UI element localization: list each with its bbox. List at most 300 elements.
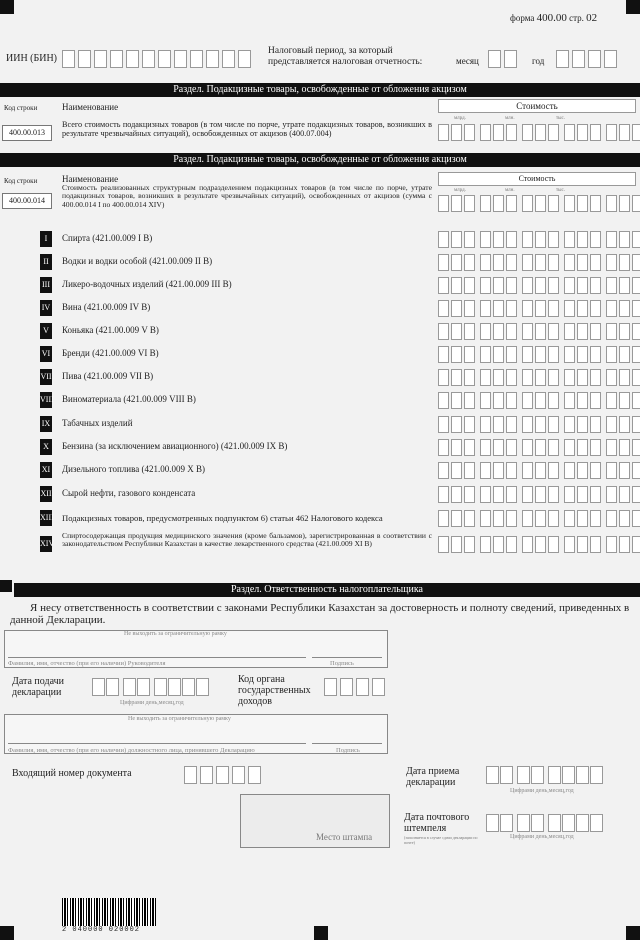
authority-digit-cell[interactable] [340, 678, 353, 696]
item-value-input[interactable] [438, 323, 640, 340]
value-digit-cell[interactable] [632, 439, 640, 456]
value-digit-cell[interactable] [451, 510, 462, 527]
value-digit-cell[interactable] [451, 346, 462, 363]
value-digit-cell[interactable] [577, 300, 588, 317]
value-digit-cell[interactable] [506, 277, 517, 294]
value-digit-cell[interactable] [590, 462, 601, 479]
value-digit-cell[interactable] [590, 124, 601, 141]
value-digit-cell[interactable] [522, 195, 533, 212]
value-digit-cell[interactable] [606, 392, 617, 409]
value-digit-cell[interactable] [548, 510, 559, 527]
value-digit-cell[interactable] [590, 195, 601, 212]
iin-digit-cell[interactable] [190, 50, 203, 68]
value-digit-cell[interactable] [480, 439, 491, 456]
date-digit-cell[interactable] [500, 766, 513, 784]
value-digit-cell[interactable] [464, 462, 475, 479]
value-digit-cell[interactable] [619, 369, 630, 386]
value-digit-cell[interactable] [535, 323, 546, 340]
item-value-input[interactable] [438, 510, 640, 527]
value-digit-cell[interactable] [577, 439, 588, 456]
value-digit-cell[interactable] [577, 392, 588, 409]
receipt-date-input[interactable] [486, 766, 604, 784]
value-digit-cell[interactable] [506, 369, 517, 386]
value-digit-cell[interactable] [506, 392, 517, 409]
value-digit-cell[interactable] [619, 124, 630, 141]
date-digit-cell[interactable] [548, 766, 561, 784]
value-digit-cell[interactable] [548, 124, 559, 141]
value-digit-cell[interactable] [506, 300, 517, 317]
value-digit-cell[interactable] [451, 254, 462, 271]
item-value-input[interactable] [438, 486, 640, 503]
date-digit-cell[interactable] [500, 814, 513, 832]
value-digit-cell[interactable] [535, 277, 546, 294]
value-digit-cell[interactable] [548, 300, 559, 317]
value-digit-cell[interactable] [606, 195, 617, 212]
value-digit-cell[interactable] [438, 369, 449, 386]
date-digit-cell[interactable] [548, 814, 561, 832]
value-digit-cell[interactable] [564, 231, 575, 248]
value-digit-cell[interactable] [564, 277, 575, 294]
value-digit-cell[interactable] [493, 254, 504, 271]
value-digit-cell[interactable] [522, 231, 533, 248]
month-input[interactable] [488, 50, 520, 68]
iin-digit-cell[interactable] [94, 50, 107, 68]
iin-digit-cell[interactable] [78, 50, 91, 68]
value-digit-cell[interactable] [464, 439, 475, 456]
value-digit-cell[interactable] [577, 277, 588, 294]
value-digit-cell[interactable] [506, 346, 517, 363]
value-digit-cell[interactable] [451, 392, 462, 409]
value-digit-cell[interactable] [464, 510, 475, 527]
value-digit-cell[interactable] [506, 124, 517, 141]
value-digit-cell[interactable] [480, 462, 491, 479]
value-digit-cell[interactable] [464, 277, 475, 294]
iin-digit-cell[interactable] [206, 50, 219, 68]
value-digit-cell[interactable] [577, 462, 588, 479]
value-digit-cell[interactable] [480, 124, 491, 141]
value-digit-cell[interactable] [606, 323, 617, 340]
value-digit-cell[interactable] [535, 124, 546, 141]
value-digit-cell[interactable] [548, 392, 559, 409]
value-digit-cell[interactable] [451, 416, 462, 433]
value-digit-cell[interactable] [464, 323, 475, 340]
iin-digit-cell[interactable] [222, 50, 235, 68]
value-digit-cell[interactable] [632, 510, 640, 527]
value-digit-cell[interactable] [506, 462, 517, 479]
date-digit-cell[interactable] [531, 766, 544, 784]
value-digit-cell[interactable] [493, 392, 504, 409]
value-digit-cell[interactable] [451, 231, 462, 248]
value-digit-cell[interactable] [564, 462, 575, 479]
value-digit-cell[interactable] [480, 277, 491, 294]
item-value-input[interactable] [438, 231, 640, 248]
value-digit-cell[interactable] [548, 369, 559, 386]
item-value-input[interactable] [438, 300, 640, 317]
value-digit-cell[interactable] [590, 486, 601, 503]
value-digit-cell[interactable] [522, 369, 533, 386]
year-digit-cell[interactable] [556, 50, 569, 68]
value-digit-cell[interactable] [480, 369, 491, 386]
value-digit-cell[interactable] [506, 536, 517, 553]
value-digit-cell[interactable] [619, 300, 630, 317]
value-digit-cell[interactable] [590, 323, 601, 340]
value-digit-cell[interactable] [606, 416, 617, 433]
value-digit-cell[interactable] [564, 416, 575, 433]
value-digit-cell[interactable] [548, 486, 559, 503]
value-digit-cell[interactable] [590, 510, 601, 527]
value-digit-cell[interactable] [464, 300, 475, 317]
value-digit-cell[interactable] [590, 277, 601, 294]
value-digit-cell[interactable] [493, 195, 504, 212]
value-digit-cell[interactable] [606, 300, 617, 317]
value-digit-cell[interactable] [480, 231, 491, 248]
value-digit-cell[interactable] [480, 416, 491, 433]
value-digit-cell[interactable] [535, 439, 546, 456]
value-digit-cell[interactable] [464, 346, 475, 363]
value-digit-cell[interactable] [438, 323, 449, 340]
value-digit-cell[interactable] [548, 277, 559, 294]
value-digit-cell[interactable] [535, 462, 546, 479]
incoming-number-input[interactable] [184, 766, 264, 784]
value-digit-cell[interactable] [577, 195, 588, 212]
value-digit-cell[interactable] [506, 439, 517, 456]
item-value-input[interactable] [438, 462, 640, 479]
authority-digit-cell[interactable] [324, 678, 337, 696]
section2-value-input[interactable] [438, 195, 640, 212]
value-digit-cell[interactable] [438, 416, 449, 433]
value-digit-cell[interactable] [632, 416, 640, 433]
authority-digit-cell[interactable] [356, 678, 369, 696]
value-digit-cell[interactable] [522, 392, 533, 409]
value-digit-cell[interactable] [464, 195, 475, 212]
date-digit-cell[interactable] [168, 678, 181, 696]
value-digit-cell[interactable] [577, 124, 588, 141]
value-digit-cell[interactable] [606, 510, 617, 527]
date-digit-cell[interactable] [531, 814, 544, 832]
date-digit-cell[interactable] [486, 814, 499, 832]
value-digit-cell[interactable] [480, 346, 491, 363]
value-digit-cell[interactable] [522, 300, 533, 317]
date-digit-cell[interactable] [562, 814, 575, 832]
value-digit-cell[interactable] [522, 536, 533, 553]
value-digit-cell[interactable] [619, 439, 630, 456]
value-digit-cell[interactable] [493, 323, 504, 340]
value-digit-cell[interactable] [522, 439, 533, 456]
value-digit-cell[interactable] [632, 277, 640, 294]
value-digit-cell[interactable] [606, 254, 617, 271]
value-digit-cell[interactable] [606, 486, 617, 503]
value-digit-cell[interactable] [564, 439, 575, 456]
item-value-input[interactable] [438, 346, 640, 363]
value-digit-cell[interactable] [548, 195, 559, 212]
value-digit-cell[interactable] [438, 510, 449, 527]
date-digit-cell[interactable] [576, 766, 589, 784]
value-digit-cell[interactable] [464, 416, 475, 433]
value-digit-cell[interactable] [506, 195, 517, 212]
value-digit-cell[interactable] [522, 277, 533, 294]
value-digit-cell[interactable] [506, 323, 517, 340]
value-digit-cell[interactable] [464, 231, 475, 248]
value-digit-cell[interactable] [632, 323, 640, 340]
value-digit-cell[interactable] [438, 300, 449, 317]
iin-digit-cell[interactable] [238, 50, 251, 68]
value-digit-cell[interactable] [535, 231, 546, 248]
value-digit-cell[interactable] [438, 124, 449, 141]
value-digit-cell[interactable] [564, 392, 575, 409]
year-digit-cell[interactable] [588, 50, 601, 68]
value-digit-cell[interactable] [564, 300, 575, 317]
value-digit-cell[interactable] [590, 439, 601, 456]
value-digit-cell[interactable] [632, 195, 640, 212]
value-digit-cell[interactable] [522, 346, 533, 363]
value-digit-cell[interactable] [535, 392, 546, 409]
value-digit-cell[interactable] [632, 254, 640, 271]
date-digit-cell[interactable] [196, 678, 209, 696]
value-digit-cell[interactable] [535, 300, 546, 317]
value-digit-cell[interactable] [548, 231, 559, 248]
value-digit-cell[interactable] [493, 486, 504, 503]
value-digit-cell[interactable] [577, 536, 588, 553]
item-value-input[interactable] [438, 392, 640, 409]
date-digit-cell[interactable] [590, 766, 603, 784]
value-digit-cell[interactable] [619, 392, 630, 409]
value-digit-cell[interactable] [493, 277, 504, 294]
value-digit-cell[interactable] [564, 346, 575, 363]
value-digit-cell[interactable] [493, 462, 504, 479]
date-digit-cell[interactable] [92, 678, 105, 696]
value-digit-cell[interactable] [451, 439, 462, 456]
value-digit-cell[interactable] [522, 462, 533, 479]
value-digit-cell[interactable] [632, 124, 640, 141]
value-digit-cell[interactable] [451, 195, 462, 212]
value-digit-cell[interactable] [438, 195, 449, 212]
item-value-input[interactable] [438, 277, 640, 294]
value-digit-cell[interactable] [480, 323, 491, 340]
incoming-digit-cell[interactable] [200, 766, 213, 784]
value-digit-cell[interactable] [480, 195, 491, 212]
value-digit-cell[interactable] [535, 195, 546, 212]
value-digit-cell[interactable] [632, 536, 640, 553]
value-digit-cell[interactable] [480, 486, 491, 503]
value-digit-cell[interactable] [451, 369, 462, 386]
value-digit-cell[interactable] [577, 254, 588, 271]
value-digit-cell[interactable] [522, 510, 533, 527]
value-digit-cell[interactable] [464, 124, 475, 141]
date-digit-cell[interactable] [517, 766, 530, 784]
value-digit-cell[interactable] [577, 323, 588, 340]
value-digit-cell[interactable] [619, 254, 630, 271]
value-digit-cell[interactable] [548, 462, 559, 479]
value-digit-cell[interactable] [438, 254, 449, 271]
value-digit-cell[interactable] [606, 369, 617, 386]
item-value-input[interactable] [438, 536, 640, 553]
value-digit-cell[interactable] [535, 369, 546, 386]
value-digit-cell[interactable] [590, 369, 601, 386]
value-digit-cell[interactable] [632, 369, 640, 386]
year-digit-cell[interactable] [604, 50, 617, 68]
iin-digit-cell[interactable] [142, 50, 155, 68]
value-digit-cell[interactable] [480, 254, 491, 271]
iin-digit-cell[interactable] [62, 50, 75, 68]
value-digit-cell[interactable] [464, 536, 475, 553]
value-digit-cell[interactable] [619, 486, 630, 503]
date-digit-cell[interactable] [182, 678, 195, 696]
value-digit-cell[interactable] [451, 462, 462, 479]
value-digit-cell[interactable] [464, 392, 475, 409]
value-digit-cell[interactable] [548, 346, 559, 363]
value-digit-cell[interactable] [493, 231, 504, 248]
value-digit-cell[interactable] [619, 416, 630, 433]
incoming-digit-cell[interactable] [216, 766, 229, 784]
value-digit-cell[interactable] [606, 124, 617, 141]
date-digit-cell[interactable] [123, 678, 136, 696]
value-digit-cell[interactable] [506, 486, 517, 503]
value-digit-cell[interactable] [493, 439, 504, 456]
value-digit-cell[interactable] [606, 536, 617, 553]
value-digit-cell[interactable] [619, 323, 630, 340]
value-digit-cell[interactable] [619, 195, 630, 212]
value-digit-cell[interactable] [632, 392, 640, 409]
authority-digit-cell[interactable] [372, 678, 385, 696]
value-digit-cell[interactable] [590, 536, 601, 553]
value-digit-cell[interactable] [564, 124, 575, 141]
value-digit-cell[interactable] [522, 486, 533, 503]
incoming-digit-cell[interactable] [248, 766, 261, 784]
value-digit-cell[interactable] [577, 346, 588, 363]
value-digit-cell[interactable] [619, 510, 630, 527]
value-digit-cell[interactable] [522, 124, 533, 141]
value-digit-cell[interactable] [590, 392, 601, 409]
value-digit-cell[interactable] [632, 346, 640, 363]
value-digit-cell[interactable] [438, 536, 449, 553]
value-digit-cell[interactable] [632, 231, 640, 248]
value-digit-cell[interactable] [506, 254, 517, 271]
value-digit-cell[interactable] [535, 536, 546, 553]
value-digit-cell[interactable] [451, 300, 462, 317]
value-digit-cell[interactable] [506, 510, 517, 527]
value-digit-cell[interactable] [480, 510, 491, 527]
iin-input[interactable] [62, 50, 254, 68]
date-digit-cell[interactable] [137, 678, 150, 696]
value-digit-cell[interactable] [535, 254, 546, 271]
value-digit-cell[interactable] [619, 277, 630, 294]
value-digit-cell[interactable] [493, 300, 504, 317]
value-digit-cell[interactable] [548, 536, 559, 553]
value-digit-cell[interactable] [506, 231, 517, 248]
value-digit-cell[interactable] [548, 323, 559, 340]
value-digit-cell[interactable] [438, 439, 449, 456]
value-digit-cell[interactable] [464, 486, 475, 503]
value-digit-cell[interactable] [564, 486, 575, 503]
value-digit-cell[interactable] [564, 323, 575, 340]
value-digit-cell[interactable] [438, 231, 449, 248]
value-digit-cell[interactable] [493, 124, 504, 141]
value-digit-cell[interactable] [606, 277, 617, 294]
value-digit-cell[interactable] [577, 231, 588, 248]
year-digit-cell[interactable] [572, 50, 585, 68]
value-digit-cell[interactable] [619, 346, 630, 363]
value-digit-cell[interactable] [438, 462, 449, 479]
value-digit-cell[interactable] [606, 231, 617, 248]
value-digit-cell[interactable] [535, 510, 546, 527]
value-digit-cell[interactable] [590, 416, 601, 433]
value-digit-cell[interactable] [632, 300, 640, 317]
date-digit-cell[interactable] [106, 678, 119, 696]
value-digit-cell[interactable] [493, 346, 504, 363]
incoming-digit-cell[interactable] [184, 766, 197, 784]
value-digit-cell[interactable] [451, 486, 462, 503]
value-digit-cell[interactable] [548, 439, 559, 456]
value-digit-cell[interactable] [590, 300, 601, 317]
value-digit-cell[interactable] [493, 369, 504, 386]
year-input[interactable] [556, 50, 620, 68]
item-value-input[interactable] [438, 416, 640, 433]
value-digit-cell[interactable] [493, 416, 504, 433]
value-digit-cell[interactable] [548, 254, 559, 271]
value-digit-cell[interactable] [564, 195, 575, 212]
item-value-input[interactable] [438, 439, 640, 456]
value-digit-cell[interactable] [451, 277, 462, 294]
value-digit-cell[interactable] [577, 486, 588, 503]
value-digit-cell[interactable] [464, 254, 475, 271]
iin-digit-cell[interactable] [110, 50, 123, 68]
value-digit-cell[interactable] [619, 231, 630, 248]
value-digit-cell[interactable] [438, 277, 449, 294]
value-digit-cell[interactable] [438, 346, 449, 363]
value-digit-cell[interactable] [564, 254, 575, 271]
value-digit-cell[interactable] [480, 392, 491, 409]
value-digit-cell[interactable] [632, 486, 640, 503]
iin-digit-cell[interactable] [174, 50, 187, 68]
value-digit-cell[interactable] [438, 392, 449, 409]
value-digit-cell[interactable] [577, 510, 588, 527]
value-digit-cell[interactable] [451, 124, 462, 141]
value-digit-cell[interactable] [577, 369, 588, 386]
submit-date-input[interactable] [92, 678, 210, 696]
date-digit-cell[interactable] [562, 766, 575, 784]
value-digit-cell[interactable] [577, 416, 588, 433]
value-digit-cell[interactable] [590, 231, 601, 248]
value-digit-cell[interactable] [606, 346, 617, 363]
value-digit-cell[interactable] [619, 462, 630, 479]
incoming-digit-cell[interactable] [232, 766, 245, 784]
value-digit-cell[interactable] [480, 300, 491, 317]
item-value-input[interactable] [438, 254, 640, 271]
value-digit-cell[interactable] [451, 323, 462, 340]
date-digit-cell[interactable] [517, 814, 530, 832]
value-digit-cell[interactable] [451, 536, 462, 553]
value-digit-cell[interactable] [590, 254, 601, 271]
month-digit-cell[interactable] [504, 50, 517, 68]
section1-value-input[interactable] [438, 124, 640, 141]
value-digit-cell[interactable] [480, 536, 491, 553]
value-digit-cell[interactable] [535, 416, 546, 433]
postmark-date-input[interactable] [486, 814, 604, 832]
value-digit-cell[interactable] [464, 369, 475, 386]
date-digit-cell[interactable] [576, 814, 589, 832]
value-digit-cell[interactable] [632, 462, 640, 479]
iin-digit-cell[interactable] [158, 50, 171, 68]
authority-code-input[interactable] [324, 678, 388, 696]
value-digit-cell[interactable] [606, 462, 617, 479]
item-value-input[interactable] [438, 369, 640, 386]
value-digit-cell[interactable] [493, 510, 504, 527]
value-digit-cell[interactable] [548, 416, 559, 433]
value-digit-cell[interactable] [522, 323, 533, 340]
value-digit-cell[interactable] [522, 254, 533, 271]
value-digit-cell[interactable] [590, 346, 601, 363]
value-digit-cell[interactable] [438, 486, 449, 503]
